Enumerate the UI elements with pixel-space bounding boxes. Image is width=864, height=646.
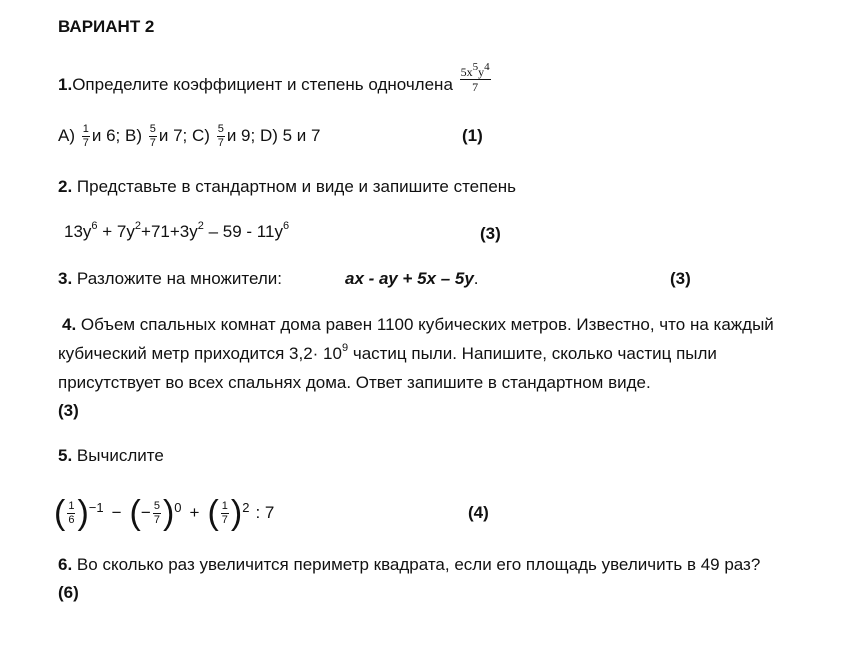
expr-exp: 6 [91,220,98,233]
option-b-den: 7 [149,137,156,149]
option-c-fraction [217,124,225,149]
option-a-den: 7 [82,137,89,149]
option-b-fraction [149,124,157,149]
question-3 [58,269,282,289]
plus-sign: + [189,503,200,522]
expression-period: . [473,269,479,288]
question-1-options [58,124,320,149]
term-3-num: 1 [221,499,228,512]
question-5-points: (4) [468,503,489,522]
paren-close: ) [230,494,243,532]
option-c-label: С) [192,125,210,145]
monomial-coef: 5x [460,65,473,79]
question-2-expression [64,222,289,242]
factor-expression: ах - ау + 5х – 5у [345,269,474,288]
term-3-exp: 2 [242,499,250,515]
question-4-number: 4. [62,315,77,334]
term-2-sign: − [140,503,151,522]
expr-exp: 2 [197,220,204,233]
monomial-y: y [478,65,485,79]
expr-term: + 7y [97,222,135,241]
monomial-exp-y: 4 [484,61,490,73]
question-6-text: Во сколько раз увеличится периметр квадрата, если его площадь увеличить в 49 раз? [76,555,761,574]
page-title: ВАРИАНТ 2 [58,17,155,36]
term-2-fraction [153,501,161,526]
term-2-den: 7 [153,513,160,526]
question-4-text-1: Объем спальных комнат дома равен 1100 кубических метров. Известно, что на каждый [80,315,774,334]
monomial-exp-x: 5 [472,61,479,73]
option-c-den: 7 [217,137,224,149]
term-3-den: 7 [221,513,228,526]
option-c-num: 5 [217,123,224,135]
question-2-points: (3) [480,224,501,243]
question-4-line-3: присутствует во всех спальнях дома. Ответ запишите в стандартном виде. [58,373,651,392]
question-5-text: Вычислите [76,446,164,465]
question-5-expression [54,492,274,534]
question-6-number: 6. [58,555,73,574]
term-3-fraction [221,501,229,526]
minus-sign: − [111,503,122,522]
question-4-line-2 [58,344,717,364]
option-a-label: А) [58,125,75,145]
expr-exp: 6 [282,220,290,233]
question-4-line-1 [62,315,774,335]
question-5 [58,446,164,466]
division-by-seven: : 7 [255,503,275,522]
monomial-denominator: 7 [472,80,479,94]
option-a-num: 1 [82,123,89,135]
term-1-den: 6 [68,513,75,526]
option-c-rest: и 9; [226,125,256,145]
question-1-number: 1. [58,74,73,94]
question-3-text: Разложите на множители: [76,269,282,288]
question-4-text-2a: кубический метр приходится 3,2· 10 [58,344,342,363]
paren-open: ( [207,494,219,532]
power-exponent: 9 [341,342,349,355]
paren-close: ) [77,494,89,532]
paren-open: ( [129,494,141,532]
question-5-number: 5. [58,446,73,465]
term-1-fraction [67,501,75,526]
question-2-text: Представьте в стандартном и виде и запишите степень [76,177,517,196]
option-a-fraction [82,124,90,149]
question-6-points: (6) [58,583,79,602]
expr-term: +71+3y [141,222,198,241]
term-1-exp: −1 [88,499,104,515]
question-1-points: (1) [462,126,483,145]
term-2-exp: 0 [174,499,182,515]
option-d: D) 5 и 7 [259,125,321,145]
question-2 [58,177,516,197]
term-1-num: 1 [68,499,75,512]
expr-term: – 59 - 11y [203,222,283,241]
question-1 [58,61,493,99]
question-4-text-2b: частиц пыли. Напишите, сколько частиц пыли [348,344,717,363]
expr-term: 13y [64,222,92,241]
question-3-expression [345,269,479,289]
question-3-number: 3. [58,269,73,288]
question-2-number: 2. [58,177,73,196]
question-1-text: Определите коэффициент и степень одночлена [72,74,453,94]
question-6 [58,555,760,575]
option-b-num: 5 [149,123,156,135]
question-4-points: (3) [58,401,79,420]
paren-close: ) [162,494,175,532]
option-a-rest: и 6; [91,125,121,145]
option-b-label: В) [125,125,142,145]
option-b-rest: и 7; [158,125,188,145]
expr-exp: 2 [134,220,142,233]
term-2-num: 5 [153,499,160,512]
paren-open: ( [54,494,66,532]
question-3-points: (3) [670,269,691,288]
monomial-fraction [460,61,491,94]
